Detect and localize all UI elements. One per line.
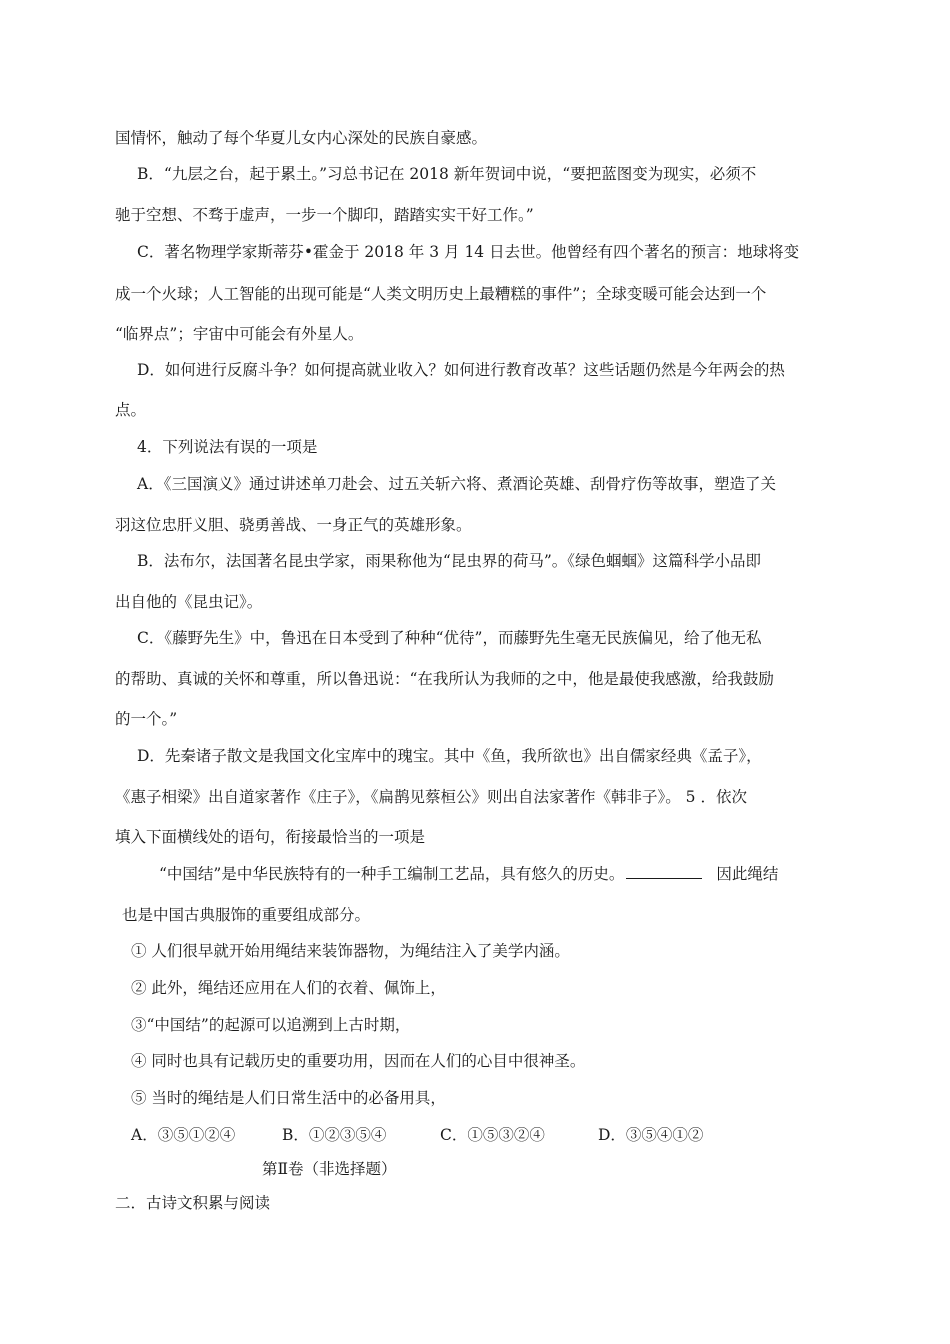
q5-item-4: ④ 同时也具有记载历史的重要功用，因而在人们的心目中很神圣。: [131, 1052, 586, 1070]
q5-stem: 填入下面横线处的语句，衔接最恰当的一项是: [115, 828, 426, 846]
section-title: 第Ⅱ卷（非选择题）: [262, 1160, 397, 1178]
q3-option-a-tail: 国情怀，触动了每个华夏儿女内心深处的民族自豪感。: [115, 129, 488, 147]
q4-option-c-line2: 的帮助、真诚的关怀和尊重，所以鲁迅说：“在我所认为我师的之中，他是最使我感激，给我鼓励: [115, 670, 774, 688]
q3-option-b-line1: B．“九层之台，起于累土。”习总书记在 2018 新年贺词中说，“要把蓝图变为现实，必须不: [137, 165, 757, 183]
q5-item-2: ② 此外，绳结还应用在人们的衣着、佩饰上，: [131, 979, 446, 997]
q4-option-b-line2: 出自他的《昆虫记》。: [115, 593, 263, 611]
q5-item-1: ① 人们很早就开始用绳结来装饰器物，为绳结注入了美学内涵。: [131, 942, 570, 960]
q4-option-d-line1: D．先秦诸子散文是我国文化宝库中的瑰宝。其中《鱼，我所欲也》出自儒家经典《孟子》，: [137, 747, 762, 765]
q4-option-c-line3: 的一个。”: [115, 710, 178, 728]
q3-option-d-line1: D．如何进行反腐斗争？如何提高就业收入？如何进行教育改革？这些话题仍然是今年两会的热: [137, 361, 785, 379]
q4-option-a-line2: 羽这位忠肝义胆、骁勇善战、一身正气的英雄形象。: [115, 516, 472, 534]
q5-option-a: A．③⑤①②④: [131, 1126, 236, 1144]
q5-item-3: ③“中国结”的起源可以追溯到上古时期，: [131, 1016, 411, 1034]
part-2-heading: 二．古诗文积累与阅读: [115, 1194, 271, 1212]
q3-option-b-line2: 驰于空想、不骛于虚声，一步一个脚印，踏踏实实干好工作。”: [115, 206, 534, 224]
q5-passage-text: “中国结”是中华民族特有的一种手工编制工艺品，具有悠久的历史。: [159, 865, 625, 883]
q3-option-c-line2: 成一个火球；人工智能的出现可能是“人类文明历史上最糟糕的事件”；全球变暖可能会达到一个: [115, 285, 767, 303]
q5-option-d: D．③⑤④①②: [598, 1126, 704, 1144]
q5-item-5: ⑤ 当时的绳结是人们日常生活中的必备用具，: [131, 1089, 446, 1107]
q3-option-c-line1: C．著名物理学家斯蒂芬•霍金于 2018 年 3 月 14 日去世。他曾经有四个著名的预言：地球将变: [137, 243, 800, 261]
q5-option-c: C．①⑤③②④: [440, 1126, 545, 1144]
q4-option-b-line1: B．法布尔，法国著名昆虫学家，雨果称他为“昆虫界的荷马”。《绿色蝈蝈》这篇科学小品即: [137, 552, 761, 570]
q5-passage-text-after-blank: 因此绳结: [716, 865, 779, 883]
q5-option-b: B．①②③⑤④: [282, 1126, 387, 1144]
q5-passage-line2: 也是中国古典服饰的重要组成部分。: [122, 906, 371, 924]
q3-option-c-line3: “临界点”；宇宙中可能会有外星人。: [115, 325, 364, 343]
q4-option-c-line1: C．《藤野先生》中，鲁迅在日本受到了种种“优待”，而藤野先生毫无民族偏见，给了他无私: [137, 629, 762, 647]
q4-stem: 4．下列说法有误的一项是: [137, 438, 318, 456]
q4-option-a-line1: A．《三国演义》通过讲述单刀赴会、过五关斩六将、煮酒论英雄、刮骨疗伤等故事，塑造了关: [137, 475, 776, 493]
q4-option-d-line2: 《惠子相梁》出自道家著作《庄子》，《扁鹊见蔡桓公》则出自法家著作《韩非子》。 5 ．依次: [115, 788, 747, 806]
q5-passage-line1: [159, 864, 778, 884]
q3-option-d-line2: 点。: [115, 401, 147, 419]
fill-in-blank: [626, 864, 702, 879]
